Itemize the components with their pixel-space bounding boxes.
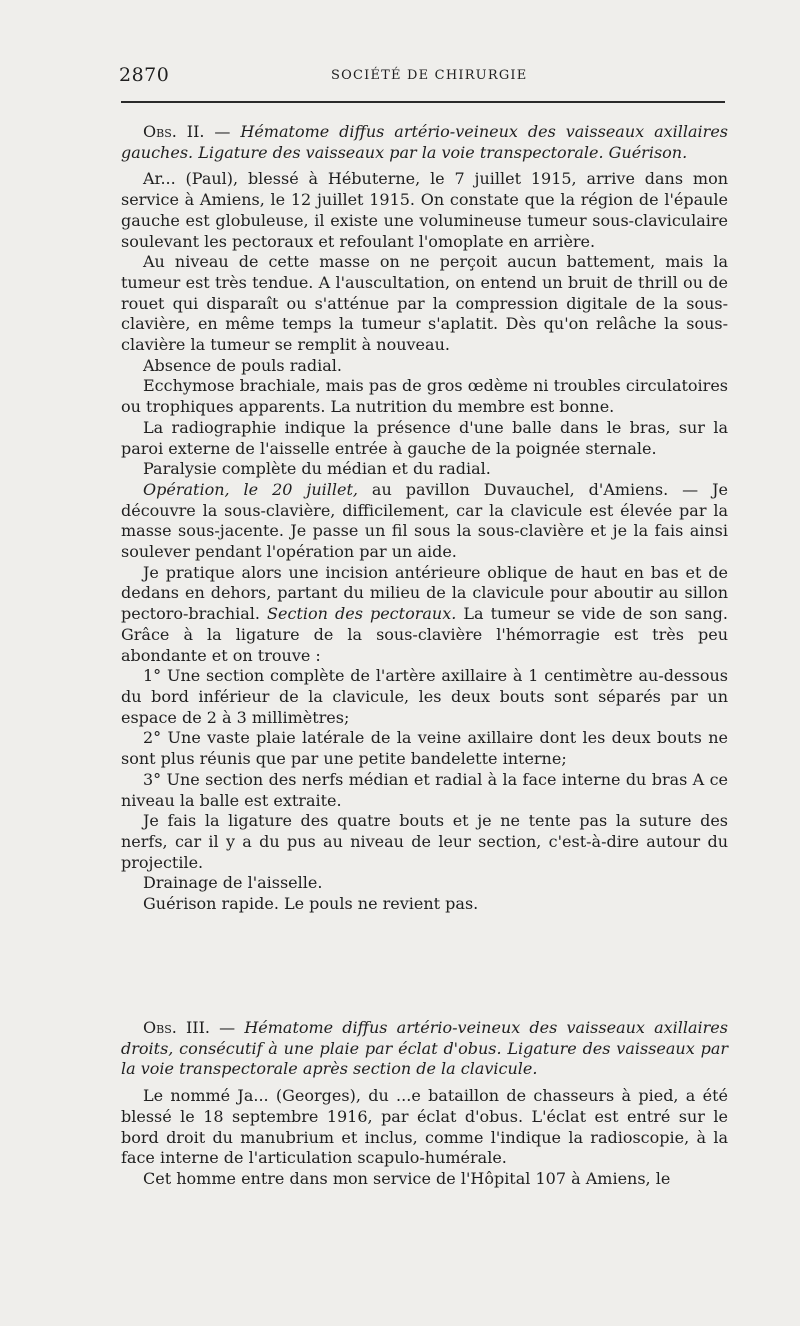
- incision-text: Je pratique alors une incision antérieure oblique de haut en bas et de dedans en dehors, partant du milieu de la clavicule pour aboutir au sillon pectoro-brachial.: [121, 562, 728, 624]
- incision-italic: Section des pectoraux.: [267, 604, 457, 624]
- incision-paragraph: [121, 563, 728, 667]
- operation-date: Opération, le 20 juillet,: [143, 479, 358, 499]
- page-number: 2870: [119, 64, 170, 86]
- paragraph: Le nommé Ja... (Georges), du ...e bataillon de chasseurs à pied, a été blessé le 18 septembre 1916, par éclat d'obus. L'éclat est entré sur le bord droit du manubrium et inclus, comme l'indique la radioscopie, à la face interne de l'articulation scapulo-humérale.: [121, 1086, 728, 1168]
- paragraph: Drainage de l'aisselle.: [143, 873, 323, 893]
- observation-title-text: Hématome diffus artério-veineux des vaisseaux axillaires gauches. Ligature des vaisseaux par la voie transpectorale. Guérison.: [121, 122, 728, 162]
- observation-title-text: Hématome diffus artério-veineux des vaisseaux axillaires droits, consécutif à une plaie par éclat d'obus. Ligature des vaisseaux par la voie transpectorale après section de la clavicule.: [121, 1018, 728, 1079]
- paragraph: Au niveau de cette masse on ne perçoit aucun battement, mais la tumeur est très tendue. A l'auscultation, on entend un bruit de thrill ou de rouet qui disparaît ou s'atténue par la compression digitale de la sous-clavière, en même temps la tumeur s'aplatit. Dès qu'on relâche la sous-clavière la tumeur se remplit à nouveau.: [121, 252, 728, 355]
- operation-text: au pavillon Duvauchel, d'Amiens. — Je découvre la sous-clavière, difficilement, car la clavicule est élevée par la masse sous-jacente. Je passe un fil sous la sous-clavière et je la fais ainsi soulever pendant l'opération par un aide.: [121, 479, 729, 562]
- incision-text-after: La tumeur se vide de son sang. Grâce à la ligature de la sous-clavière l'hémorragie est très peu abondante et on trouve :: [121, 604, 729, 665]
- paragraph: Guérison rapide. Le pouls ne revient pas.: [143, 894, 479, 914]
- header-rule: [121, 101, 725, 103]
- finding-item: 3° Une section des nerfs médian et radial à la face interne du bras A ce niveau la balle est extraite.: [121, 769, 728, 810]
- paragraph: Ecchymose brachiale, mais pas de gros œdème ni troubles circulatoires ou trophiques apparents. La nutrition du membre est bonne.: [121, 376, 728, 417]
- observation-2: [121, 122, 728, 915]
- observation-number: Obs. II. —: [143, 122, 241, 141]
- observation-number: Obs. III. —: [143, 1018, 245, 1037]
- running-head: SOCIÉTÉ DE CHIRURGIE: [331, 68, 528, 83]
- paragraph: La radiographie indique la présence d'une balle dans le bras, sur la paroi externe de l'aisselle entrée à gauche de la poignée sternale.: [121, 417, 728, 458]
- finding-item: 1° Une section complète de l'artère axillaire à 1 centimètre au-dessous du bord inférieur de la clavicule, les deux bouts sont séparés par un espace de 2 à 3 millimètres;: [121, 666, 728, 727]
- page-header: [119, 64, 727, 88]
- paragraph: Ar... (Paul), blessé à Hébuterne, le 7 juillet 1915, arrive dans mon service à Amiens, le 12 juillet 1915. On constate que la région de l'épaule gauche est globuleuse, il existe une volumineuse tumeur sous-claviculaire soulevant les pectoraux et refoulant l'omoplate en arrière.: [121, 169, 728, 251]
- finding-item: 2° Une vaste plaie latérale de la veine axillaire dont les deux bouts ne sont plus réunis que par une petite bandelette interne;: [121, 728, 728, 769]
- operation-paragraph: [121, 480, 728, 563]
- paragraph: Paralysie complète du médian et du radial.: [143, 459, 491, 479]
- observation-3: [121, 1018, 728, 1190]
- observation-title: [121, 122, 728, 163]
- paragraph: Cet homme entre dans mon service de l'Hôpital 107 à Amiens, le: [143, 1168, 671, 1188]
- paragraph: Je fais la ligature des quatre bouts et je ne tente pas la suture des nerfs, car il y a du pus au niveau de leur section, c'est-à-dire autour du projectile.: [121, 811, 728, 872]
- observation-title: [121, 1018, 728, 1080]
- paragraph: Absence de pouls radial.: [143, 355, 342, 375]
